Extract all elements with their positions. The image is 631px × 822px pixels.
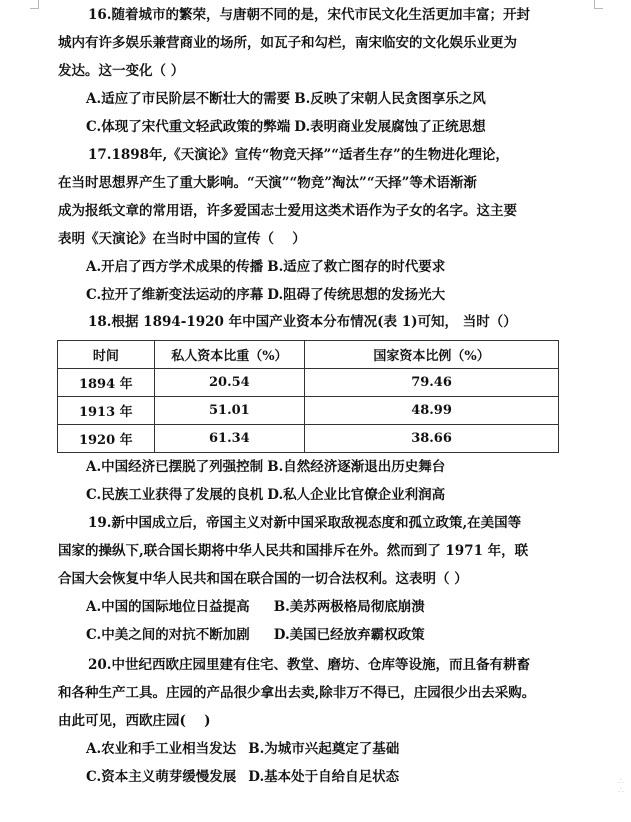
q20-options-cd: [86, 768, 399, 786]
q17-option-d[interactable]: D.阻碍了传统思想的发扬光大: [267, 287, 446, 303]
q19-options-cd: [86, 626, 425, 644]
table-cell: 51.01: [154, 397, 304, 425]
table-header-private: 私人资本比重（%）: [154, 341, 304, 369]
q19-option-b[interactable]: B.美苏两极格局彻底崩溃: [273, 599, 425, 615]
table-cell: 1894 年: [58, 369, 155, 397]
crop-mark-right: [594, 0, 603, 9]
q17-stem-line-4: 表明《天演论》在当时中国的宣传（ ）: [58, 231, 306, 247]
q16-stem-line-3: 发达。这一变化（ ）: [58, 63, 185, 79]
q19-stem-line-2: 国家的操纵下,联合国长期将中华人民共和国排斥在外。然而到了 1971 年，联: [58, 543, 529, 559]
q19-stem-line-3: 合国大会恢复中华人民共和国在联合国的一切合法权利。这表明（ ）: [58, 571, 468, 587]
q16-options-ab: [86, 90, 486, 108]
table-cell: 48.99: [305, 397, 559, 425]
q20-option-d[interactable]: D.基本处于自给自足状态: [248, 769, 400, 785]
table-row: [58, 369, 559, 397]
table-cell: 1913 年: [58, 397, 155, 425]
q16-option-c[interactable]: C.体现了宋代重文轻武政策的弊端: [86, 119, 291, 135]
q20-stem-line-1: 20.中世纪西欧庄园里建有住宅、教堂、磨坊、仓库等设施，而且备有耕畜: [88, 657, 530, 673]
table-row: [58, 425, 559, 453]
table-header-year: 时间: [58, 341, 155, 369]
q17-option-a[interactable]: A.开启了西方学术成果的传播: [86, 259, 264, 275]
q17-option-b[interactable]: B.适应了救亡图存的时代要求: [267, 259, 446, 275]
q16-option-b[interactable]: B.反映了宋朝人民贪图享乐之风: [294, 91, 486, 107]
q18-option-d[interactable]: D.私人企业比官僚企业利润高: [267, 487, 446, 503]
crop-mark-left: [30, 0, 39, 9]
table-cell: 20.54: [154, 369, 304, 397]
q18-options-cd: [86, 486, 445, 504]
q18-option-c[interactable]: C.民族工业获得了发展的良机: [86, 487, 264, 503]
q17-stem-line-1: 17.1898年,《天演论》宣传“物竞天择”“适者生存”的生物进化理论，: [88, 147, 509, 163]
q16-stem-line-1: 16.随着城市的繁荣，与唐朝不同的是，宋代市民文化生活更加丰富；开封: [88, 7, 530, 23]
table-row: [58, 397, 559, 425]
q17-stem-line-2: 在当时思想界产生了重大影响。“天演”“物竞”淘汰”“天择”等术语渐渐: [58, 175, 477, 191]
q16-options-cd: [86, 118, 486, 136]
q20-options-ab: [86, 740, 399, 758]
table-cell: 61.34: [154, 425, 304, 453]
q17-options-cd: [86, 286, 445, 304]
q20-stem-line-3: 由此可见，西欧庄园( ): [58, 713, 211, 729]
q17-stem-line-3: 成为报纸文章的常用语，许多爱国志士爱用这类术语作为子女的名字。这主要: [58, 203, 517, 219]
q20-option-c[interactable]: C.资本主义萌芽缓慢发展: [86, 769, 237, 785]
table-cell: 79.46: [305, 369, 559, 397]
q18-options-ab: [86, 458, 445, 476]
faint-margin-mark: ∴ ∴: [618, 777, 624, 796]
q17-option-c[interactable]: C.拉开了维新变法运动的序幕: [86, 287, 264, 303]
table-header-row: [58, 341, 559, 369]
capital-distribution-table: [57, 340, 559, 453]
q20-stem-line-2: 和各种生产工具。庄园的产品很少拿出去卖,除非万不得已，庄园很少出去采购。: [58, 685, 536, 701]
q19-option-c[interactable]: C.中美之间的对抗不断加剧: [86, 627, 250, 643]
q18-option-b[interactable]: B.自然经济逐渐退出历史舞台: [267, 459, 446, 475]
table-cell: 38.66: [305, 425, 559, 453]
q16-option-a[interactable]: A.适应了市民阶层不断壮大的需要: [86, 91, 291, 107]
q18-option-a[interactable]: A.中国经济已摆脱了列强控制: [86, 459, 264, 475]
q16-option-d[interactable]: D.表明商业发展腐蚀了正统思想: [294, 119, 486, 135]
q19-options-ab: [86, 598, 425, 616]
table-header-state: 国家资本比例（%）: [305, 341, 559, 369]
table-cell: 1920 年: [58, 425, 155, 453]
q19-stem-line-1: 19.新中国成立后，帝国主义对新中国采取敌视态度和孤立政策,在美国等: [88, 515, 522, 531]
q19-option-a[interactable]: A.中国的国际地位日益提高: [86, 599, 250, 615]
q19-option-d[interactable]: D.美国已经放弃霸权政策: [273, 627, 425, 643]
q17-options-ab: [86, 258, 445, 276]
q16-stem-line-2: 城内有许多娱乐兼营商业的场所，如瓦子和勾栏，南宋临安的文化娱乐业更为: [58, 35, 517, 51]
q20-option-a[interactable]: A.农业和手工业相当发达: [86, 741, 237, 757]
q20-option-b[interactable]: B.为城市兴起奠定了基础: [248, 741, 400, 757]
q18-stem: 18.根据 1894-1920 年中国产业资本分布情况(表 1)可知， 当时（）: [88, 314, 517, 330]
